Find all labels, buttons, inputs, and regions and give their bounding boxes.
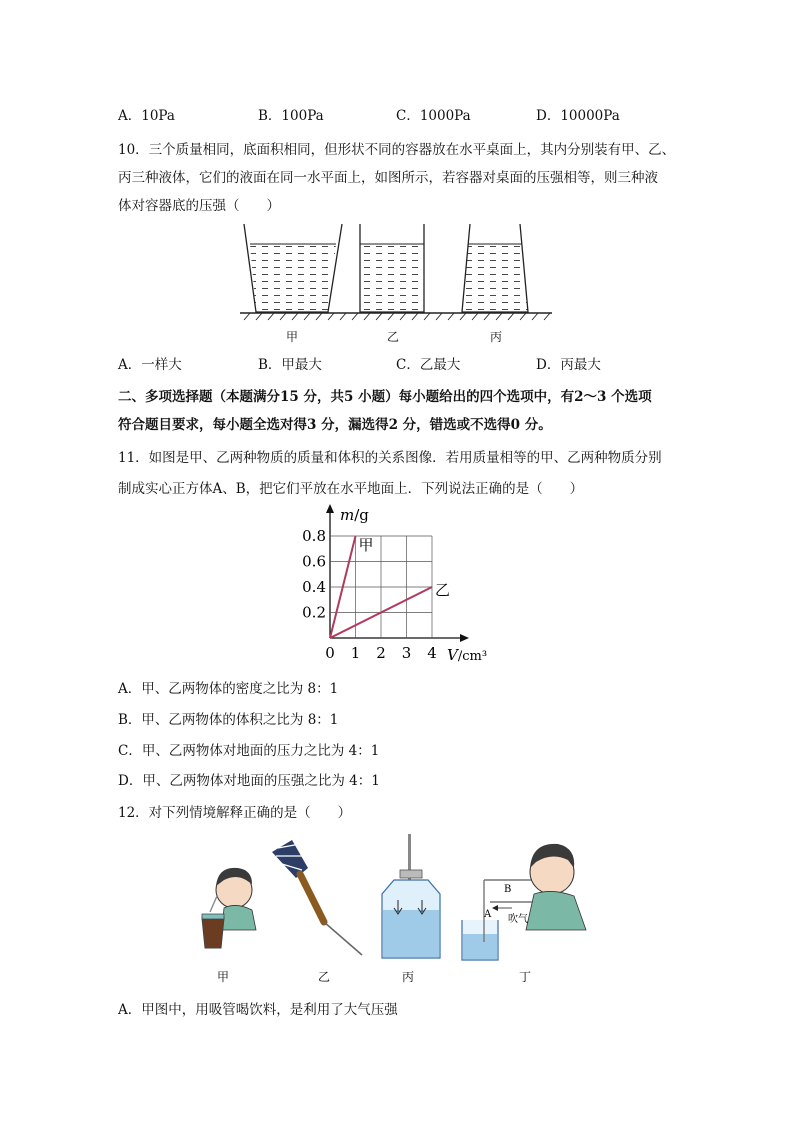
container-yi xyxy=(360,224,424,312)
q11-stem-line-2: 制成实心正方体A、B，把它们平放在水平地面上．下列说法正确的是（ ） xyxy=(118,481,584,497)
x-tick-label: 4 xyxy=(427,644,437,662)
q10-option-a: A．一样大 xyxy=(118,357,182,373)
beaker-blowing-illustration xyxy=(462,844,586,960)
section2-line-1: 二、多项选择题（本题满分15 分，共5 小题）每小题给出的四个选项中，有2～3 个选项 xyxy=(118,389,652,405)
mass-volume-chart xyxy=(296,503,496,665)
q12-label-jia: 甲 xyxy=(217,970,230,984)
q12-option-a: A．甲图中，用吸管喝饮料，是利用了大气压强 xyxy=(118,1002,398,1018)
section2-line-2: 符合题目要求，每小题全选对得3 分，漏选得2 分，错选或不选得0 分。 xyxy=(118,417,552,433)
container-jia xyxy=(244,224,342,312)
q10-option-b: B．甲最大 xyxy=(258,357,322,373)
q11-stem-line-1: 11．如图是甲、乙两种物质的质量和体积的关系图像．若用质量相等的甲、乙两种物质分别 xyxy=(118,450,662,466)
q10-stem-line-1: 10．三个质量相同，底面积相同，但形状不同的容器放在水平桌面上，其内分别装有甲、乙、 xyxy=(118,142,676,158)
x-tick-label: 3 xyxy=(401,644,412,662)
q10-label-yi: 乙 xyxy=(387,330,400,344)
container-bing xyxy=(462,224,528,312)
q9-option-b: B．100Pa xyxy=(258,108,324,124)
series-label-1: 甲 xyxy=(358,536,374,554)
q10-option-c: C．乙最大 xyxy=(396,357,461,373)
q9-option-c: C．1000Pa xyxy=(396,108,471,124)
q11-option-c: C．甲、乙两物体对地面的压力之比为 4：1 xyxy=(118,743,380,759)
q9-option-d: D．10000Pa xyxy=(536,108,620,124)
x-tick-label: 2 xyxy=(376,644,386,662)
x-axis-label: V/cm³ xyxy=(447,646,488,664)
boy-drinking-illustration xyxy=(202,868,256,948)
y-tick-label: 0.8 xyxy=(302,527,326,545)
q11-option-b: B．甲、乙两物体的体积之比为 8：1 xyxy=(118,712,339,728)
tube-label-b: B xyxy=(504,884,512,895)
y-axis-label: m/g xyxy=(340,506,369,524)
q10-stem-line-2: 丙三种液体，它们的液面在同一水平面上，如图所示，若容器对桌面的压强相等，则三种液 xyxy=(118,170,658,186)
q12-label-bing: 丙 xyxy=(402,970,415,984)
blow-label: 吹气 xyxy=(508,914,528,925)
q10-label-jia: 甲 xyxy=(286,330,299,344)
y-tick-label: 0.6 xyxy=(302,552,326,571)
series-label-2: 乙 xyxy=(435,581,451,599)
q11-option-d: D．甲、乙两物体对地面的压强之比为 4：1 xyxy=(118,773,380,789)
q12-scenes-figure xyxy=(196,830,596,965)
y-tick-label: 0.4 xyxy=(302,578,326,596)
dart-illustration xyxy=(272,840,362,955)
y-tick-label: 0.2 xyxy=(302,603,326,622)
q10-stem-line-3: 体对容器底的压强（ ） xyxy=(118,198,280,214)
q9-option-a: A．10Pa xyxy=(118,108,175,124)
tube-label-a: A xyxy=(484,909,492,920)
x-axis-arrow xyxy=(460,634,469,642)
q12-label-ding: 丁 xyxy=(519,970,532,984)
x-tick-label: 1 xyxy=(350,644,361,662)
q12-label-yi: 乙 xyxy=(318,970,331,984)
q11-option-a: A．甲、乙两物体的密度之比为 8：1 xyxy=(118,681,339,697)
q10-option-d: D．丙最大 xyxy=(536,357,601,373)
q10-containers-figure xyxy=(236,222,556,322)
y-axis-arrow xyxy=(326,504,334,513)
bottle-tube-illustration xyxy=(382,834,440,958)
q12-stem: 12．对下列情境解释正确的是（ ） xyxy=(118,805,352,821)
x-tick-label: 0 xyxy=(325,644,335,662)
q10-label-bing: 丙 xyxy=(490,330,503,344)
